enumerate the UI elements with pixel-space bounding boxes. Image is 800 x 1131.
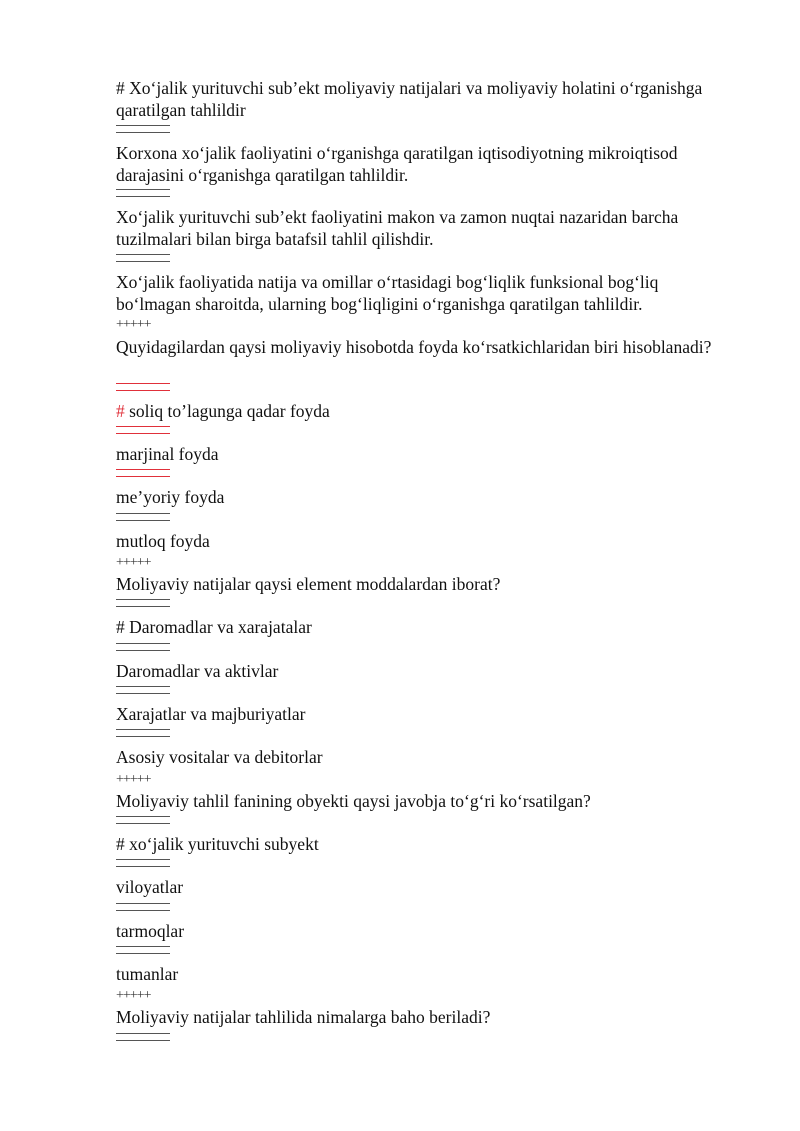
answer-option: Xarajatlar va majburiyatlar: [116, 704, 306, 724]
separator-line: [116, 189, 170, 197]
separator-line: [116, 643, 170, 651]
answer-option: me’yoriy foyda: [116, 487, 225, 507]
separator-line: [116, 599, 170, 607]
question-break-marker: +++++: [116, 772, 151, 787]
correct-answer: # xo‘jalik yurituvchi subyekt: [116, 834, 319, 854]
answer-option: Xo‘jalik yurituvchi sub’ekt faoliyatini makon va zamon nuqtai nazaridan barcha tuzilmalari bilan birga batafsil tahlil qilishdir.: [116, 207, 679, 249]
answer-option: Daromadlar va aktivlar: [116, 661, 279, 681]
separator-line: [116, 859, 170, 867]
separator-line: [116, 946, 170, 954]
separator-line: [116, 254, 170, 262]
answer-option: Xo‘jalik faoliyatida natija va omillar o‘rtasidagi bog‘liqlik funksional bog‘liq bo‘lmagan sharoitda, ularning bog‘liqligini o‘rganishga qaratilgan tahlildir.: [116, 272, 659, 314]
question-2-text: Quyidagilardan qaysi moliyaviy hisobotda foyda ko‘rsatkichlaridan biri hisoblanadi?: [116, 337, 712, 357]
separator-line-red: [116, 383, 170, 391]
question-break-marker: +++++: [116, 317, 151, 332]
answer-option: viloyatlar: [116, 877, 184, 897]
separator-line: [116, 1033, 170, 1041]
question-3-text: Moliyaviy natijalar qaysi element moddalardan iborat?: [116, 574, 501, 594]
answer-option: Asosiy vositalar va debitorlar: [116, 747, 323, 767]
answer-option: tumanlar: [116, 964, 179, 984]
answer-option: mutloq foyda: [116, 531, 210, 551]
separator-line: [116, 513, 170, 521]
separator-line-red: [116, 469, 170, 477]
correct-answer-marker: #: [116, 401, 125, 421]
separator-line: [116, 729, 170, 737]
separator-line: [116, 816, 170, 824]
question-break-marker: +++++: [116, 555, 151, 570]
correct-answer-text: soliq to’lagunga qadar foyda: [124, 401, 330, 421]
separator-line: [116, 686, 170, 694]
correct-answer: [116, 400, 736, 422]
separator-line: [116, 125, 170, 133]
correct-answer: # Daromadlar va xarajatalar: [116, 617, 312, 637]
question-4-text: Moliyaviy tahlil fanining obyekti qaysi javobja to‘g‘ri ko‘rsatilgan?: [116, 791, 591, 811]
separator-line-red: [116, 426, 170, 434]
separator-line: [116, 903, 170, 911]
question-1-text: # Xo‘jalik yurituvchi sub’ekt moliyaviy natijalari va moliyaviy holatini o‘rganishga qaratilgan tahlildir: [116, 78, 703, 120]
answer-option: marjinal foyda: [116, 444, 219, 464]
question-5-text: Moliyaviy natijalar tahlilida nimalarga baho beriladi?: [116, 1007, 491, 1027]
answer-option: Korxona xo‘jalik faoliyatini o‘rganishga qaratilgan iqtisodiyotning mikroiqtisod darajasini o‘rganishga qaratilgan tahlildir.: [116, 143, 678, 185]
question-break-marker: +++++: [116, 988, 151, 1003]
answer-option: tarmoqlar: [116, 921, 185, 941]
